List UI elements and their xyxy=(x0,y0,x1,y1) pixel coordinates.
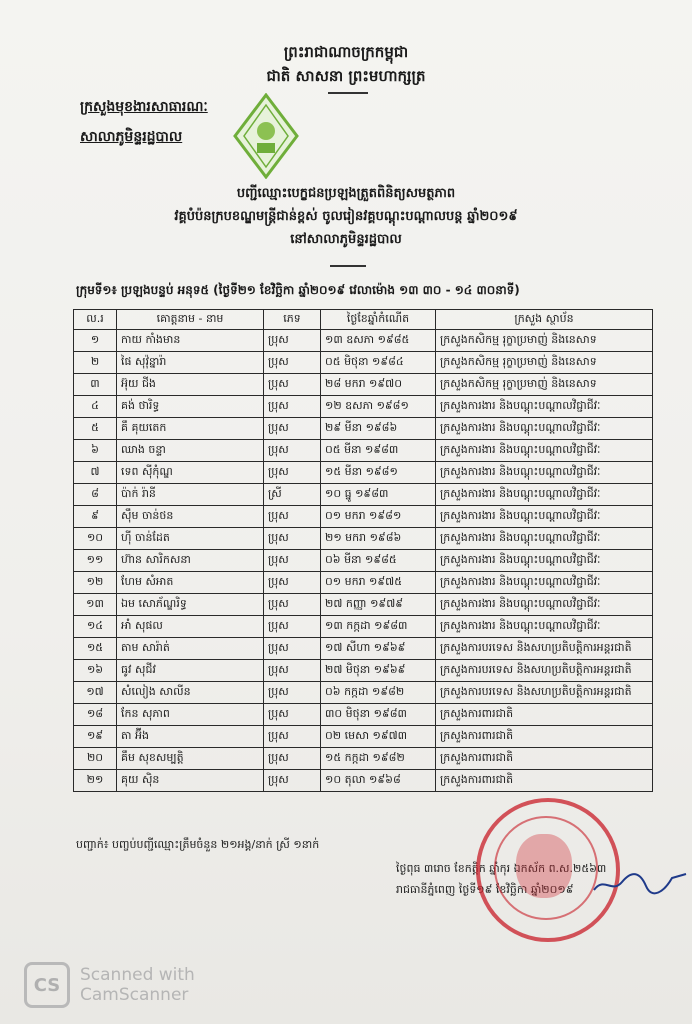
cell-sex: ស្រី xyxy=(264,484,321,506)
cell-dob: ២៨ មករា ១៩៧០ xyxy=(321,374,436,396)
table-row xyxy=(74,330,653,352)
cell-name: ហែម សំអាត xyxy=(117,572,264,594)
table-row xyxy=(74,616,653,638)
cell-ministry: ក្រសួងការពារជាតិ xyxy=(436,704,653,726)
table-row xyxy=(74,374,653,396)
cell-no: ៨ xyxy=(74,484,117,506)
table-row xyxy=(74,528,653,550)
watermark-line-2: CamScanner xyxy=(80,985,189,1005)
table-row xyxy=(74,638,653,660)
cell-dob: ១៥ មីនា ១៩៨១ xyxy=(321,462,436,484)
cell-sex: ប្រុស xyxy=(264,682,321,704)
cell-sex: ប្រុស xyxy=(264,660,321,682)
cell-no: ២០ xyxy=(74,748,117,770)
table-row xyxy=(74,682,653,704)
cell-dob: ០១ មករា ១៩៨១ xyxy=(321,506,436,528)
cell-no: ១៣ xyxy=(74,594,117,616)
cell-dob: ០៥ មីនា ១៩៨៣ xyxy=(321,440,436,462)
cell-no: ១៨ xyxy=(74,704,117,726)
group-label: ក្រុមទី១៖ ប្រឡងបន្ទប់ អនុទ៥ (ថ្ងៃទី២១ ខែវិច្ឆិកា ឆ្នាំ២០១៩ វេលាម៉ោង ១៣ ៣០ - ១៤ ៣០នាទី) xyxy=(76,283,520,297)
cell-no: ៦ xyxy=(74,440,117,462)
cell-sex: ប្រុស xyxy=(264,550,321,572)
kingdom-title: ព្រះរាជាណាចក្រកម្ពុជា xyxy=(283,43,409,61)
ministry-block xyxy=(80,92,208,152)
cell-name: ស៊ឹម ចាន់ថន xyxy=(117,506,264,528)
cell-name: តា អ៊ីង xyxy=(117,726,264,748)
cell-no: ១ xyxy=(74,330,117,352)
ministry-name: ក្រសួងមុខងារសាធារណៈ xyxy=(80,99,208,115)
cell-ministry: ក្រសួងការងារ និងបណ្តុះបណ្តាលវិជ្ជាជីវៈ xyxy=(436,616,653,638)
cell-no: ១៦ xyxy=(74,660,117,682)
cell-no: ៣ xyxy=(74,374,117,396)
table-row xyxy=(74,484,653,506)
cell-name: ផៃ សុវ៉ុន្នារ៉ា xyxy=(117,352,264,374)
table-row xyxy=(74,704,653,726)
table-row xyxy=(74,440,653,462)
kingdom-heading xyxy=(0,40,692,88)
candidate-table xyxy=(73,309,653,792)
table-row xyxy=(74,506,653,528)
cell-name: ហ៊ី ចាន់ដែត xyxy=(117,528,264,550)
camscanner-watermark xyxy=(24,962,195,1008)
cell-no: ៥ xyxy=(74,418,117,440)
cell-sex: ប្រុស xyxy=(264,330,321,352)
cell-sex: ប្រុស xyxy=(264,704,321,726)
title-line-2: វគ្គបំប៉នក្របខណ្ឌមន្ត្រីជាន់ខ្ពស់ ចូលរៀនវគ្គបណ្តុះបណ្តាលបន្ត ឆ្នាំ២០១៩ xyxy=(174,209,518,224)
cell-sex: ប្រុស xyxy=(264,462,321,484)
cell-sex: ប្រុស xyxy=(264,352,321,374)
cell-ministry: ក្រសួងកសិកម្ម រុក្ខាប្រមាញ់ និងនេសាទ xyxy=(436,374,653,396)
cell-dob: ២៩ មីនា ១៩៨៦ xyxy=(321,418,436,440)
cell-dob: ២៧ មិថុនា ១៩៦៩ xyxy=(321,660,436,682)
cell-name: តាម សារ៉ាត់ xyxy=(117,638,264,660)
document-title xyxy=(0,182,692,251)
cell-name: គុយ ស៊ិន xyxy=(117,770,264,792)
cell-no: ១១ xyxy=(74,550,117,572)
title-line-1: បញ្ជីឈ្មោះបេក្ខជនប្រឡងត្រួតពិនិត្យសមត្ថភាព xyxy=(236,186,456,201)
cell-dob: ០១ មករា ១៩៧៥ xyxy=(321,572,436,594)
cell-ministry: ក្រសួងការបរទេស និងសហប្រតិបត្តិការអន្តរជាតិ xyxy=(436,660,653,682)
cell-name: ទេព ស៊ីកុំណ្ឌ xyxy=(117,462,264,484)
cell-sex: ប្រុស xyxy=(264,418,321,440)
cell-no: ២ xyxy=(74,352,117,374)
cell-ministry: ក្រសួងការងារ និងបណ្តុះបណ្តាលវិជ្ជាជីវៈ xyxy=(436,550,653,572)
cell-ministry: ក្រសួងការងារ និងបណ្តុះបណ្តាលវិជ្ជាជីវៈ xyxy=(436,572,653,594)
watermark-line-1: Scanned with xyxy=(80,965,195,985)
cell-dob: ១៧ សីហា ១៩៦៩ xyxy=(321,638,436,660)
cell-dob: ១៣ កក្កដា ១៩៨៣ xyxy=(321,616,436,638)
cell-dob: ០៦ មីនា ១៩៨៥ xyxy=(321,550,436,572)
watermark-text xyxy=(80,965,195,1005)
table-row xyxy=(74,594,653,616)
cell-ministry: ក្រសួងការងារ និងបណ្តុះបណ្តាលវិជ្ជាជីវៈ xyxy=(436,594,653,616)
cell-ministry: ក្រសួងកសិកម្ម រុក្ខាប្រមាញ់ និងនេសាទ xyxy=(436,352,653,374)
cell-dob: ១៥ កក្កដា ១៩៨២ xyxy=(321,748,436,770)
cell-dob: ១៣ ឧសភា ១៩៨៥ xyxy=(321,330,436,352)
cell-no: ១០ xyxy=(74,528,117,550)
cell-dob: ២១ មករា ១៩៨៦ xyxy=(321,528,436,550)
col-header-no: ល.រ xyxy=(74,310,117,330)
school-emblem-icon xyxy=(233,93,299,179)
cell-sex: ប្រុស xyxy=(264,572,321,594)
cell-ministry: ក្រសួងការពារជាតិ xyxy=(436,726,653,748)
cell-sex: ប្រុស xyxy=(264,374,321,396)
cell-ministry: ក្រសួងការងារ និងបណ្តុះបណ្តាលវិជ្ជាជីវៈ xyxy=(436,440,653,462)
cell-no: ១៩ xyxy=(74,726,117,748)
cell-name: គង់ ថារិទ្ធ xyxy=(117,396,264,418)
cell-sex: ប្រុស xyxy=(264,726,321,748)
cell-sex: ប្រុស xyxy=(264,396,321,418)
cell-name: ធូវ សុជីវ xyxy=(117,660,264,682)
cell-dob: ០៥ មិថុនា ១៩៨៤ xyxy=(321,352,436,374)
cell-ministry: ក្រសួងការងារ និងបណ្តុះបណ្តាលវិជ្ជាជីវៈ xyxy=(436,396,653,418)
cell-dob: ០២ មេសា ១៩៧៣ xyxy=(321,726,436,748)
table-row xyxy=(74,550,653,572)
cell-no: ១៧ xyxy=(74,682,117,704)
table-row xyxy=(74,418,653,440)
cell-ministry: ក្រសួងការងារ និងបណ្តុះបណ្តាលវិជ្ជាជីវៈ xyxy=(436,418,653,440)
cell-name: គឹ គុយតេក xyxy=(117,418,264,440)
table-row xyxy=(74,726,653,748)
table-row xyxy=(74,352,653,374)
cell-name: ប៉ាក់ រ៉ានី xyxy=(117,484,264,506)
col-header-name: គោត្តនាម - នាម xyxy=(117,310,264,330)
camscanner-logo-icon: CS xyxy=(24,962,70,1008)
cell-ministry: ក្រសួងការពារជាតិ xyxy=(436,770,653,792)
cell-dob: ១០ ធ្នូ ១៩៨៣ xyxy=(321,484,436,506)
cell-name: អ៊ុយ ជីង xyxy=(117,374,264,396)
cell-sex: ប្រុស xyxy=(264,528,321,550)
heading-ornament xyxy=(328,92,368,94)
table-row xyxy=(74,660,653,682)
cell-sex: ប្រុស xyxy=(264,616,321,638)
cell-name: ហ៊ាន សារិកសនា xyxy=(117,550,264,572)
stamp-seal-icon xyxy=(516,834,572,898)
cell-sex: ប្រុស xyxy=(264,506,321,528)
table-header-row xyxy=(74,310,653,330)
cell-name: កែន សុភាព xyxy=(117,704,264,726)
cell-sex: ប្រុស xyxy=(264,638,321,660)
cell-sex: ប្រុស xyxy=(264,770,321,792)
cell-dob: ១០ តុលា ១៩៦៨ xyxy=(321,770,436,792)
lunar-date: ថ្ងៃពុធ ៣រោច ខែកត្តិក ឆ្នាំកុរ ឯកស័ក ព.ស.២៥៦៣ xyxy=(396,862,607,875)
title-line-3: នៅសាលាភូមិន្ទរដ្ឋបាល xyxy=(290,232,402,247)
cell-dob: ០៦ កក្កដា ១៩៨២ xyxy=(321,682,436,704)
cell-dob: ២៧ កញ្ញា ១៩៧៩ xyxy=(321,594,436,616)
table-row xyxy=(74,572,653,594)
cell-ministry: ក្រសួងការងារ និងបណ្តុះបណ្តាលវិជ្ជាជីវៈ xyxy=(436,484,653,506)
col-header-sex: ភេទ xyxy=(264,310,321,330)
cell-no: ៩ xyxy=(74,506,117,528)
table-row xyxy=(74,748,653,770)
signature-icon xyxy=(590,868,690,898)
col-header-dob: ថ្ងៃខែឆ្នាំកំណើត xyxy=(321,310,436,330)
cell-no: ៤ xyxy=(74,396,117,418)
cell-no: ១៥ xyxy=(74,638,117,660)
cell-sex: ប្រុស xyxy=(264,440,321,462)
cell-name: ឈាង ចន្ទា xyxy=(117,440,264,462)
cell-ministry: ក្រសួងការងារ និងបណ្តុះបណ្តាលវិជ្ជាជីវៈ xyxy=(436,506,653,528)
footnote: បញ្ជាក់៖ បញ្ចប់បញ្ជីឈ្មោះត្រឹមចំនួន ២១អង្គ/នាក់ ស្រី ១នាក់ xyxy=(76,838,320,851)
col-header-ministry: ក្រសួង ស្ថាប័ន xyxy=(436,310,653,330)
cell-sex: ប្រុស xyxy=(264,594,321,616)
table-row xyxy=(74,770,653,792)
table-row xyxy=(74,462,653,484)
cell-ministry: ក្រសួងការបរទេស និងសហប្រតិបត្តិការអន្តរជាតិ xyxy=(436,638,653,660)
table-row xyxy=(74,396,653,418)
title-ornament xyxy=(330,265,366,267)
cell-ministry: ក្រសួងកសិកម្ម រុក្ខាប្រមាញ់ និងនេសាទ xyxy=(436,330,653,352)
cell-name: អាំ សុផល xyxy=(117,616,264,638)
school-name: សាលាភូមិន្ទរដ្ឋបាល xyxy=(80,129,183,145)
cell-name: ឯម សោភ័ណ្ឌរិទ្ធ xyxy=(117,594,264,616)
cell-no: ៧ xyxy=(74,462,117,484)
cell-name: កាយ កាំងមាន xyxy=(117,330,264,352)
cell-sex: ប្រុស xyxy=(264,748,321,770)
kingdom-motto: ជាតិ សាសនា ព្រះមហាក្សត្រ xyxy=(266,67,426,85)
cell-no: ១២ xyxy=(74,572,117,594)
cell-name: សំលៀង សាលីន xyxy=(117,682,264,704)
cell-name: គឹម សុខសម្បត្តិ xyxy=(117,748,264,770)
cell-dob: ៣០ មិថុនា ១៩៨៣ xyxy=(321,704,436,726)
cell-ministry: ក្រសួងការពារជាតិ xyxy=(436,748,653,770)
cell-ministry: ក្រសួងការងារ និងបណ្តុះបណ្តាលវិជ្ជាជីវៈ xyxy=(436,528,653,550)
cell-no: ២១ xyxy=(74,770,117,792)
table-body xyxy=(74,330,653,792)
cell-no: ១៤ xyxy=(74,616,117,638)
cell-ministry: ក្រសួងការងារ និងបណ្តុះបណ្តាលវិជ្ជាជីវៈ xyxy=(436,462,653,484)
cell-ministry: ក្រសួងការបរទេស និងសហប្រតិបត្តិការអន្តរជាតិ xyxy=(436,682,653,704)
cell-dob: ១២ ឧសភា ១៩៨១ xyxy=(321,396,436,418)
solar-date: រាជធានីភ្នំពេញ ថ្ងៃទី១៩ ខែវិច្ឆិកា ឆ្នាំ២០១៩ xyxy=(396,883,574,896)
